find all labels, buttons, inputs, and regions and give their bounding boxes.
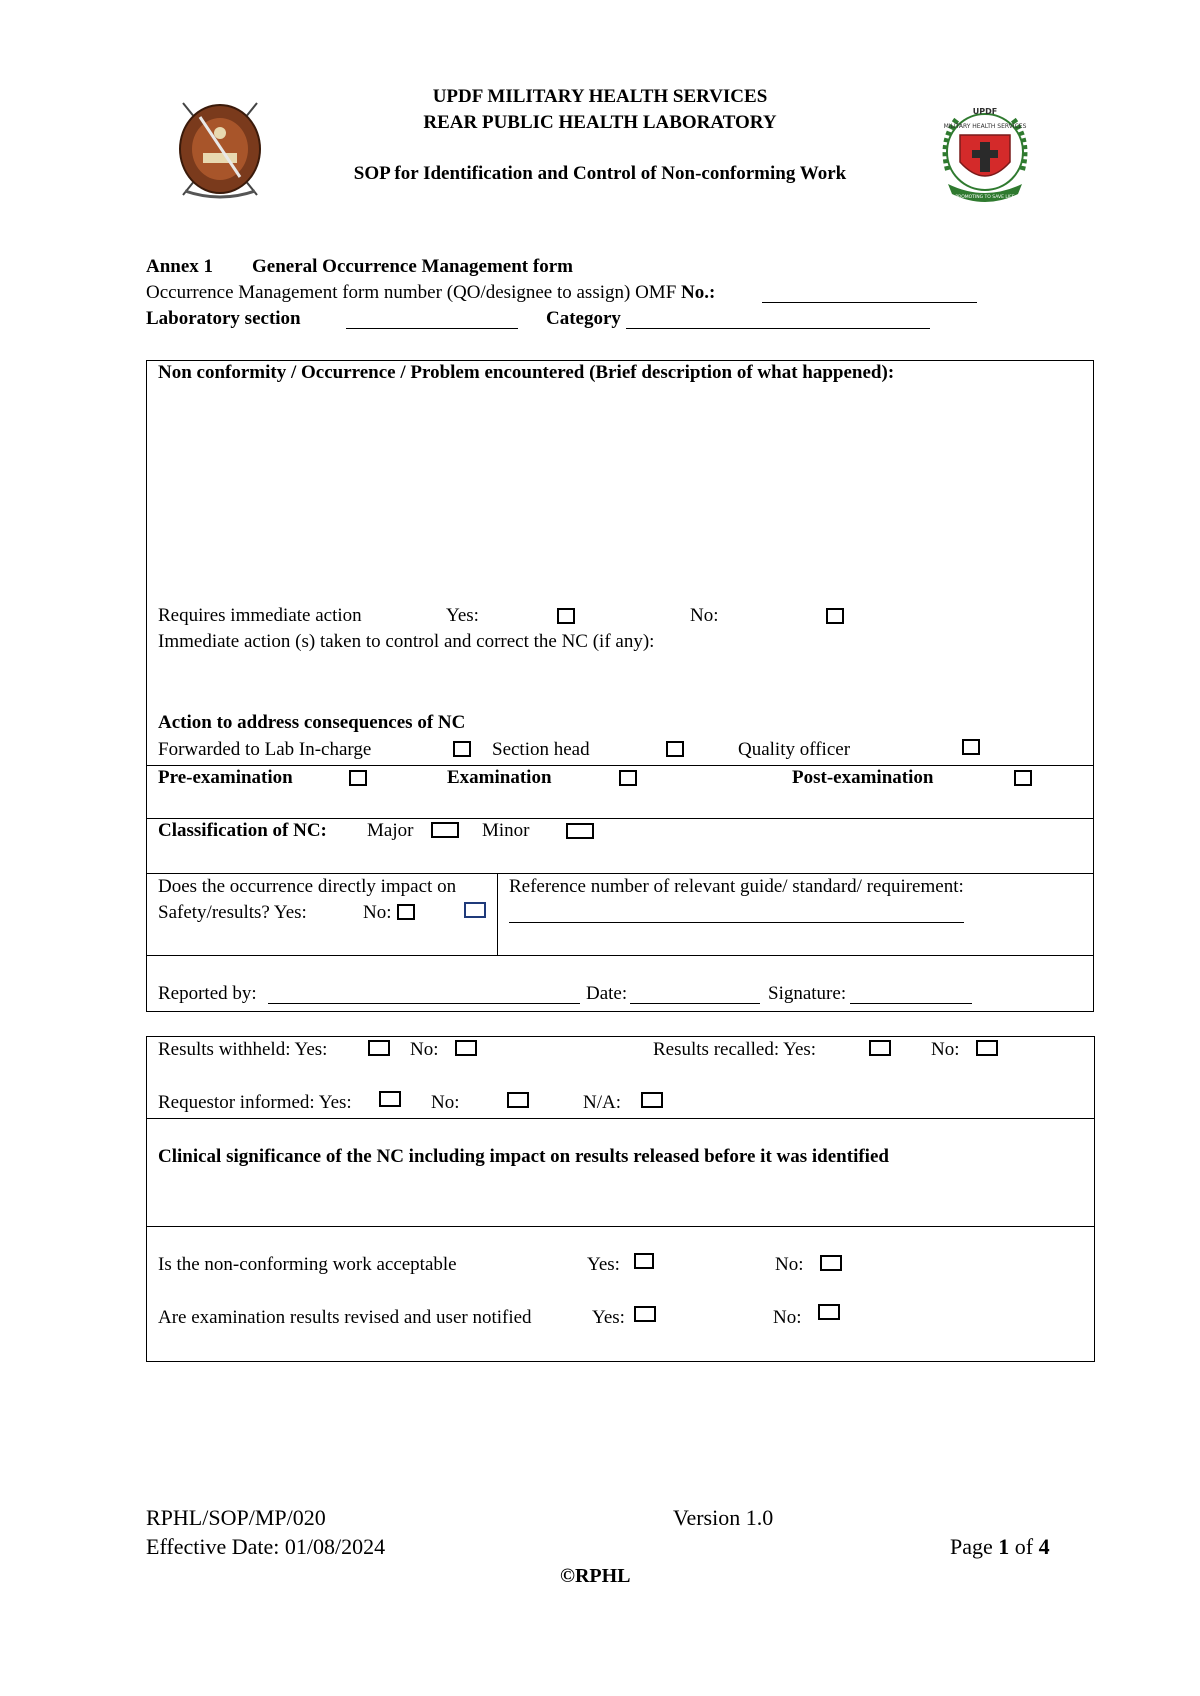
requires-action-no-label: No: bbox=[690, 605, 719, 626]
date-field[interactable] bbox=[630, 985, 760, 1004]
exam-checkbox[interactable] bbox=[619, 770, 637, 786]
revised-no-checkbox[interactable] bbox=[818, 1304, 840, 1320]
requires-action-yes-label: Yes: bbox=[446, 605, 479, 626]
acceptable-label: Is the non-conforming work acceptable bbox=[158, 1254, 457, 1275]
divider bbox=[146, 765, 1094, 766]
informed-yes-checkbox[interactable] bbox=[379, 1091, 401, 1107]
military-health-badge-icon bbox=[930, 100, 1040, 210]
signature-label: Signature: bbox=[768, 983, 847, 1004]
clinical-significance-area[interactable] bbox=[150, 1172, 1090, 1222]
impact-yes-checkbox[interactable] bbox=[397, 904, 415, 920]
acceptable-yes-label: Yes: bbox=[587, 1254, 620, 1275]
lab-section-label: Laboratory section bbox=[146, 308, 301, 329]
informed-label: Requestor informed: Yes: bbox=[158, 1092, 352, 1113]
informed-na-label: N/A: bbox=[583, 1092, 621, 1113]
minor-label: Minor bbox=[482, 820, 530, 841]
doc-number: RPHL/SOP/MP/020 bbox=[146, 1505, 326, 1530]
badge-top-text: UPDF bbox=[972, 107, 998, 116]
minor-checkbox[interactable] bbox=[566, 823, 594, 839]
recalled-no-checkbox[interactable] bbox=[976, 1040, 998, 1056]
post-exam-label: Post-examination bbox=[792, 767, 934, 788]
reference-label: Reference number of relevant guide/ standard/ requirement: bbox=[509, 876, 964, 897]
consequences-label: Action to address consequences of NC bbox=[158, 712, 466, 733]
acceptable-no-checkbox[interactable] bbox=[820, 1255, 842, 1271]
recalled-yes-checkbox[interactable] bbox=[869, 1040, 891, 1056]
divider bbox=[146, 818, 1094, 819]
badge-bottom-text: PROMOTING TO SAVE LIFE bbox=[955, 195, 1015, 200]
signature-field[interactable] bbox=[850, 985, 972, 1004]
informed-no-label: No: bbox=[431, 1092, 460, 1113]
clinical-significance-label: Clinical significance of the NC including impact on results released before it was identified bbox=[158, 1146, 889, 1167]
right-mhs-logo bbox=[930, 100, 1040, 210]
divider bbox=[146, 955, 1094, 956]
reference-field[interactable] bbox=[509, 900, 964, 923]
recalled-label: Results recalled: Yes: bbox=[653, 1039, 817, 1060]
acceptable-no-label: No: bbox=[775, 1254, 804, 1275]
pre-exam-checkbox[interactable] bbox=[349, 770, 367, 786]
withheld-no-label: No: bbox=[410, 1039, 439, 1060]
major-label: Major bbox=[367, 820, 414, 841]
withheld-no-checkbox[interactable] bbox=[455, 1040, 477, 1056]
requires-action-label: Requires immediate action bbox=[158, 605, 362, 626]
page-total: 4 bbox=[1038, 1534, 1050, 1559]
quality-officer-label: Quality officer bbox=[738, 739, 851, 760]
withheld-yes-checkbox[interactable] bbox=[368, 1040, 390, 1056]
reported-by-field[interactable] bbox=[268, 985, 580, 1004]
divider bbox=[497, 873, 498, 955]
classification-label: Classification of NC: bbox=[158, 820, 327, 841]
lab-title: REAR PUBLIC HEALTH LABORATORY bbox=[423, 112, 777, 133]
divider bbox=[146, 873, 1094, 874]
acceptable-yes-checkbox[interactable] bbox=[634, 1253, 654, 1269]
page-number: 1 bbox=[998, 1534, 1010, 1559]
copyright-label: ©RPHL bbox=[560, 1565, 631, 1587]
omf-text: Occurrence Management form number (QO/designee to assign) OMF bbox=[146, 282, 682, 303]
revised-label: Are examination results revised and user notified bbox=[158, 1307, 532, 1328]
immediate-action-label: Immediate action (s) taken to control and correct the NC (if any): bbox=[158, 631, 655, 652]
major-checkbox[interactable] bbox=[431, 822, 459, 838]
impact-question-line1: Does the occurrence directly impact on bbox=[158, 876, 457, 897]
impact-question-line2: Safety/results? Yes: bbox=[158, 902, 307, 923]
revised-no-label: No: bbox=[773, 1307, 802, 1328]
version-label: Version 1.0 bbox=[673, 1505, 774, 1530]
lab-section-field[interactable] bbox=[346, 310, 518, 329]
withheld-label: Results withheld: Yes: bbox=[158, 1039, 328, 1060]
annex-label: Annex 1 bbox=[146, 256, 214, 277]
exam-label: Examination bbox=[447, 767, 552, 788]
category-field[interactable] bbox=[626, 310, 930, 329]
nc-description-area[interactable] bbox=[150, 392, 1088, 592]
page-prefix: Page bbox=[950, 1534, 999, 1559]
sop-title: SOP for Identification and Control of Non-conforming Work bbox=[353, 163, 847, 184]
revised-yes-checkbox[interactable] bbox=[634, 1306, 656, 1322]
reported-by-label: Reported by: bbox=[158, 983, 257, 1004]
nc-heading: Non conformity / Occurrence / Problem encountered (Brief description of what happened): bbox=[158, 362, 895, 383]
requires-action-yes-checkbox[interactable] bbox=[557, 608, 575, 624]
section-head-label: Section head bbox=[492, 739, 590, 760]
omf-number-label bbox=[146, 282, 715, 304]
forwarded-checkbox[interactable] bbox=[453, 741, 471, 757]
section-head-checkbox[interactable] bbox=[666, 741, 684, 757]
revised-yes-label: Yes: bbox=[592, 1307, 625, 1328]
requires-action-no-checkbox[interactable] bbox=[826, 608, 844, 624]
divider bbox=[146, 1118, 1095, 1119]
informed-no-checkbox[interactable] bbox=[507, 1092, 529, 1108]
quality-officer-checkbox[interactable] bbox=[962, 739, 980, 755]
forwarded-label: Forwarded to Lab In-charge bbox=[158, 739, 372, 760]
crest-icon bbox=[165, 95, 275, 205]
left-crest-logo bbox=[165, 95, 275, 205]
informed-na-checkbox[interactable] bbox=[641, 1092, 663, 1108]
org-title: UPDF MILITARY HEALTH SERVICES bbox=[432, 86, 768, 107]
omf-no-label: No.: bbox=[681, 282, 716, 303]
omf-number-field[interactable] bbox=[762, 284, 977, 303]
page-indicator bbox=[950, 1534, 1050, 1560]
impact-no-checkbox[interactable] bbox=[464, 902, 486, 918]
badge-arc-text: MILITARY HEALTH SERVICES bbox=[943, 123, 1027, 130]
post-exam-checkbox[interactable] bbox=[1014, 770, 1032, 786]
category-label: Category bbox=[546, 308, 621, 329]
recalled-no-label: No: bbox=[931, 1039, 960, 1060]
immediate-action-area[interactable] bbox=[150, 656, 1088, 706]
page-of: of bbox=[1009, 1534, 1039, 1559]
date-label: Date: bbox=[586, 983, 628, 1004]
divider bbox=[146, 1226, 1095, 1227]
effective-date: Effective Date: 01/08/2024 bbox=[146, 1534, 386, 1559]
pre-exam-label: Pre-examination bbox=[158, 767, 293, 788]
impact-no-label: No: bbox=[363, 902, 392, 923]
annex-title: General Occurrence Management form bbox=[252, 256, 573, 277]
